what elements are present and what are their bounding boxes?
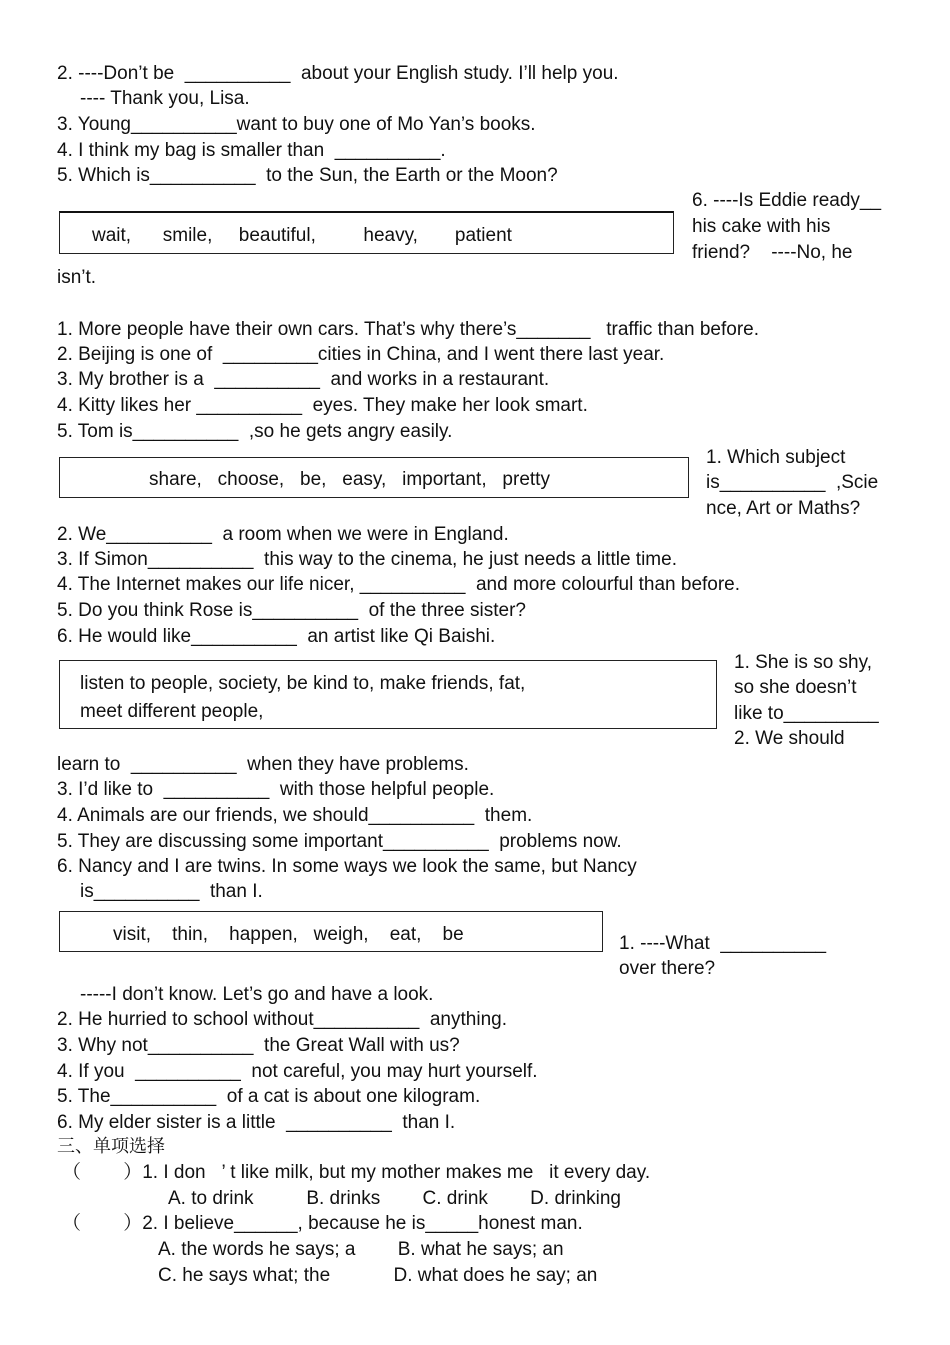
side-line: is__________ ,Scie	[706, 472, 879, 493]
word-box-text: listen to people, society, be kind to, make friends, fat,	[80, 673, 526, 694]
question-line: learn to __________ when they have problems.	[57, 754, 469, 775]
question-line: 6. Nancy and I are twins. In some ways we look the same, but Nancy	[57, 856, 637, 877]
mc-options: C. he says what; the D. what does he say; an	[158, 1265, 598, 1286]
question-line: 3. I’d like to __________ with those helpful people.	[57, 779, 495, 800]
question-line: 6. He would like__________ an artist like Qi Baishi.	[57, 626, 496, 647]
word-box-text: visit, thin, happen, weigh, eat, be	[113, 924, 464, 945]
side-line: friend? ----No, he	[692, 242, 853, 263]
question-line: 4. If you __________ not careful, you may hurt yourself.	[57, 1061, 538, 1082]
question-line: 4. The Internet makes our life nicer, __________ and more colourful than before.	[57, 574, 741, 595]
side-line: so she doesn’t	[734, 677, 857, 698]
question-line: ---- Thank you, Lisa.	[80, 88, 250, 109]
word-box-text: wait, smile, beautiful, heavy, patient	[92, 225, 512, 246]
side-line: nce, Art or Maths?	[706, 498, 861, 519]
word-box-text: share, choose, be, easy, important, pretty	[149, 469, 550, 490]
question-line: 3. My brother is a __________ and works in a restaurant.	[57, 369, 550, 390]
question-line: 2. He hurried to school without__________ anything.	[57, 1009, 507, 1030]
question-line: 5. Do you think Rose is__________ of the three sister?	[57, 600, 526, 621]
question-line: 5. Which is__________ to the Sun, the Earth or the Moon?	[57, 165, 558, 186]
mc-options: A. to drink B. drinks C. drink D. drinking	[168, 1188, 621, 1209]
side-line: like to_________	[734, 703, 879, 724]
question-line: 4. Kitty likes her __________ eyes. They make her look smart.	[57, 395, 588, 416]
question-line: 4. Animals are our friends, we should__________ them.	[57, 805, 533, 826]
side-line: his cake with his	[692, 216, 831, 237]
mc-question: （ ）2. I believe______, because he is_____honest man.	[62, 1213, 583, 1234]
mc-question: （ ）1. I don ’ t like milk, but my mother makes me it every day.	[62, 1162, 651, 1183]
question-line: 3. If Simon__________ this way to the cinema, he just needs a little time.	[57, 549, 677, 570]
question-line: 2. ----Don’t be __________ about your English study. I’ll help you.	[57, 63, 619, 84]
question-line: 5. Tom is__________ ,so he gets angry easily.	[57, 421, 453, 442]
question-line: is__________ than I.	[80, 881, 263, 902]
word-box-text: meet different people,	[80, 701, 264, 722]
side-line: 1. Which subject	[706, 447, 846, 468]
question-line: 6. My elder sister is a little __________ than I.	[57, 1112, 456, 1133]
question-line: isn’t.	[57, 267, 97, 288]
question-line: 2. We__________ a room when we were in England.	[57, 524, 509, 545]
question-line: 3. Why not__________ the Great Wall with us?	[57, 1035, 460, 1056]
question-line: 1. More people have their own cars. That’s why there’s_______ traffic than before.	[57, 319, 760, 340]
question-line: 2. Beijing is one of _________cities in China, and I went there last year.	[57, 344, 665, 365]
question-line: 5. They are discussing some important__________ problems now.	[57, 831, 622, 852]
mc-options: A. the words he says; a B. what he says; an	[158, 1239, 564, 1260]
question-line: -----I don’t know. Let’s go and have a look.	[80, 984, 434, 1005]
side-line: 6. ----Is Eddie ready__	[692, 190, 882, 211]
question-line: 3. Young__________want to buy one of Mo Yan’s books.	[57, 114, 536, 135]
side-line: 1. She is so shy,	[734, 652, 872, 673]
side-line: 2. We should	[734, 728, 845, 749]
question-line: 5. The__________ of a cat is about one kilogram.	[57, 1086, 481, 1107]
side-line: 1. ----What __________	[619, 933, 827, 954]
side-line: over there?	[619, 958, 716, 979]
question-line: 4. I think my bag is smaller than __________.	[57, 140, 446, 161]
section-heading: 三、单项选择	[57, 1136, 165, 1157]
